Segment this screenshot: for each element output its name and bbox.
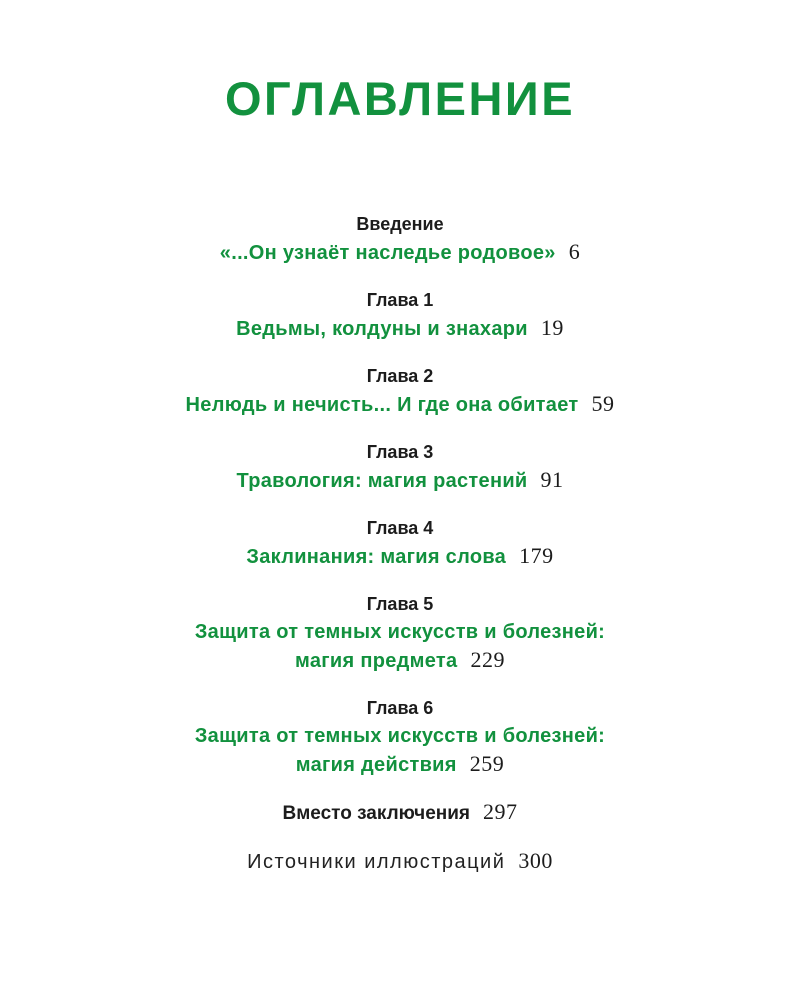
toc-entry-illustration-sources	[0, 847, 800, 876]
toc-entry-chapter-2	[0, 362, 800, 419]
toc-entry-heading: Глава 5	[366, 594, 434, 614]
toc-list	[0, 210, 800, 876]
toc-entry-title-line	[0, 542, 800, 571]
toc-entry-conclusion	[0, 798, 800, 828]
toc-entry-heading: Глава 6	[366, 698, 434, 718]
toc-entry-title-line: Защита от темных искусств и болезней:	[194, 725, 606, 747]
toc-entry-chapter-5	[0, 590, 800, 675]
toc-entry-title-text: Травология: магия растений	[236, 470, 528, 492]
toc-entry-page-number: 259	[469, 751, 505, 776]
toc-entry-title-line	[0, 390, 800, 419]
page-title: ОГЛАВЛЕНИЕ	[224, 72, 576, 125]
toc-entry-title-text: магия предмета	[295, 650, 458, 672]
toc-entry-page-number: 19	[540, 315, 564, 340]
toc-entry-title-line	[0, 238, 800, 267]
toc-entry-title-text: магия действия	[295, 754, 457, 776]
toc-entry-heading: Глава 3	[366, 442, 434, 462]
toc-entry-title-line: Защита от темных искусств и болезней:	[194, 621, 606, 643]
toc-entry-introduction	[0, 210, 800, 267]
toc-extra-label: Вместо заключения	[282, 803, 470, 824]
toc-entry-heading: Глава 2	[366, 366, 434, 386]
toc-entry-title-line	[0, 646, 800, 675]
toc-entry-page-number: 59	[591, 391, 615, 416]
toc-entry-title-text: Нелюдь и нечисть... И где она обитает	[185, 394, 579, 416]
toc-entry-page-number: 229	[470, 647, 505, 672]
toc-entry-title-line	[0, 750, 800, 779]
toc-entry-title-text: Ведьмы, колдуны и знахари	[236, 318, 528, 340]
toc-entry-heading: Глава 1	[366, 290, 434, 310]
toc-extra-label: Источники иллюстраций	[247, 851, 506, 873]
toc-entry-page-number: 297	[483, 799, 518, 824]
toc-entry-page-number: 300	[518, 848, 553, 873]
toc-entry-chapter-1	[0, 286, 800, 343]
toc-entry-title-text: «...Он узнаёт наследье родовое»	[219, 242, 556, 264]
toc-entry-chapter-6	[0, 694, 800, 779]
toc-entry-title-line	[0, 314, 800, 343]
toc-entry-chapter-4	[0, 514, 800, 571]
toc-entry-heading: Введение	[356, 214, 444, 234]
toc-entry-page-number: 6	[568, 239, 581, 264]
toc-entry-page-number: 91	[540, 467, 564, 492]
toc-entry-chapter-3	[0, 438, 800, 495]
toc-entry-heading: Глава 4	[366, 518, 434, 538]
toc-entry-title-text: Заклинания: магия слова	[246, 546, 507, 568]
toc-entry-page-number: 179	[519, 543, 554, 568]
toc-entry-title-line	[0, 466, 800, 495]
